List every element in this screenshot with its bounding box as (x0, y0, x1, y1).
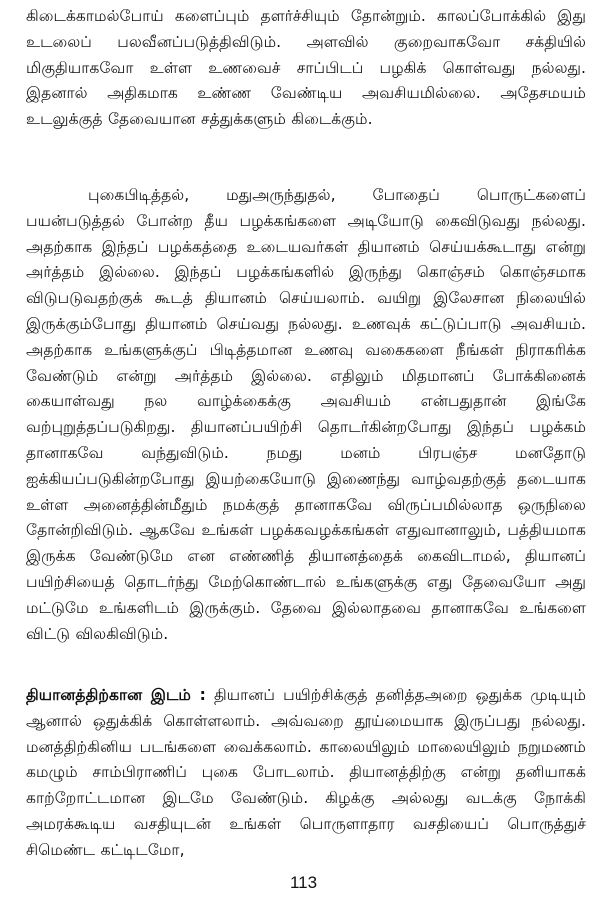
section-heading: தியானத்திற்கான இடம் : (26, 686, 206, 704)
paragraph-meditation-place (26, 683, 586, 864)
paragraph-diet: கிடைக்காமல்போய் களைப்பும் தளர்ச்சியும் தோன்றும். காலப்போக்கில் இது உடலைப் பலவீனப்படுத்திவிடும். அளவில் குறைவாகவோ சக்தியில் மிகுதியாகவோ உள்ள உணவைச் சாப்பிடப் பழகிக் கொள்வது நல்லது. இதனால் அதிகமாக உண்ண வேண்டிய அவசியமில்லை. அதேசமயம் உடலுக்குத் தேவையான சத்துக்களும் கிடைக்கும். (26, 7, 586, 129)
page-number: 113 (289, 873, 318, 892)
paragraph-body: தியானப் பயிற்சிக்குத் தனித்தஅறை ஒதுக்க முடியும் ஆனால் ஒதுக்கிக் கொள்ளலாம். அவ்வறை தூய்மையாக இருப்பது நல்லது. மனத்திற்கினிய படங்களை வைக்கலாம். காலையிலும் மாலையிலும் நறுமணம் கமழும் சாம்பிராணிப் புகை போடலாம். தியானத்திற்கு என்று தனியாகக் காற்றோட்டமான இடமே வேண்டும். கிழக்கு அல்லது வடக்கு நோக்கி அமரக்கூடிய வசதியுடன் உங்கள் பொருளாதார வசதியைப் பொருத்துச் சிமெண்ட கட்டிடமோ, (26, 686, 586, 859)
paragraph-habits: புகைபிடித்தல், மதுஅருந்துதல், போதைப் பொருட்களைப் பயன்படுத்தல் போன்ற தீய பழக்கங்களை அடியோடு கைவிடுவது நல்லது. அதற்காக இந்தப் பழக்கத்தை உடையவர்கள் தியானம் செய்யக்கூடாது என்று அர்த்தம் இல்லை. இந்தப் பழக்கங்களில் இருந்து கொஞ்சம் கொஞ்சமாக விடுபடுவதற்குக் கூடத் தியானம் செய்யலாம். வயிறு இலேசான நிலையில் இருக்கும்போது தியானம் செய்வது நல்லது. உணவுக் கட்டுப்பாடு அவசியம். அதற்காக உங்களுக்குப் பிடித்தமான உணவு வகைகளை நீங்கள் நிராகரிக்க வேண்டும் என்று அர்த்தம் இல்லை. எதிலும் மிதமானப் போக்கினைக் கையாள்வது நல வாழ்க்கைக்கு அவசியம் என்பதுதான் இங்கே வற்புறுத்தப்படுகிறது. தியானப்பயிற்சி தொடர்கின்றபோது இந்தப் பழக்கம் தானாகவே வந்துவிடும். நமது மனம் பிரபஞ்ச மனதோடு ஐக்கியப்படுகின்றபோது இயற்கையோடு இணைந்து வாழ்வதற்குத் தடையாக உள்ள அனைத்தின்மீதும் நமக்குத் தானாகவே விருப்பமில்லாத ஒருநிலை தோன்றிவிடும். ஆகவே உங்கள் பழக்கவழக்கங்கள் எதுவானாலும், பத்தியமாக இருக்க வேண்டுமே என எண்ணித் தியானத்தைக் கைவிடாமல், தியானப் பயிற்சியைத் தொடர்ந்து மேற்கொண்டால் உங்களுக்கு எது தேவையோ அது மட்டுமே உங்களிடம் இருக்கும். தேவை இல்லாதவை தானாகவே உங்களை விட்டு விலகிவிடும். (26, 186, 586, 643)
